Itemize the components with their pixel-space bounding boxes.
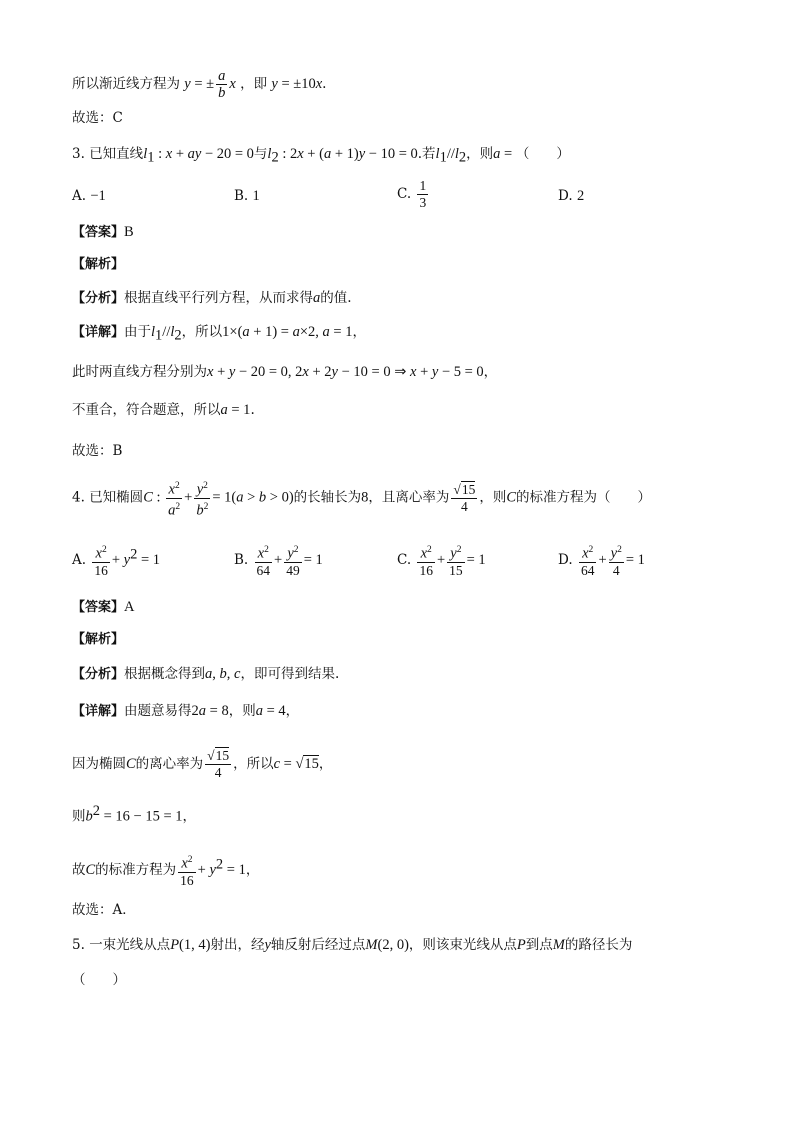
question-number: 5. — [72, 937, 85, 953]
text: ， — [245, 861, 260, 878]
analysis-3: 【分析】根据直线平行列方程，从而求得a的值. — [72, 290, 352, 306]
question-3: 3. 已知直线$l_1$ : x + ay − 20 = 0与$l_2$ : 2x + (a + 1)y − 10 = 0.若$l_1//l_2$，则a = （ ） — [72, 146, 570, 166]
text: ，即 — [240, 76, 268, 92]
denominator: 4 — [612, 562, 620, 578]
text: 则 — [72, 808, 86, 825]
q3-option-b — [234, 186, 260, 206]
tag: 【分析】 — [72, 667, 125, 682]
fraction: $\frac{x^2}{16}$ — [417, 542, 435, 579]
text: 到点 — [525, 937, 553, 953]
text: 的标准方程为 — [95, 861, 177, 878]
text: 根据概念得到 — [124, 666, 206, 682]
text: 与 — [253, 146, 268, 162]
option-key: B. — [234, 551, 249, 568]
text: 已知椭圆 — [89, 489, 144, 506]
text: 故 — [72, 861, 86, 878]
tag: 【详解】 — [72, 325, 125, 340]
answer-3 — [72, 222, 134, 243]
tag: 【分析】 — [72, 291, 125, 306]
question-number: 4. — [72, 489, 85, 506]
numerator: 1 — [419, 178, 427, 193]
fraction: $\frac{x^2}{64}$ — [579, 542, 597, 579]
answer-select-4: 故选：A． — [72, 902, 136, 918]
text: ，则 — [466, 146, 494, 162]
option-value: 2 — [576, 188, 585, 204]
text: 此时两直线方程分别为 — [72, 364, 207, 380]
denominator: 16 — [419, 562, 433, 578]
fraction: $\frac{y^2}{15}$ — [447, 542, 465, 579]
analysis-4: 【分析】根据概念得到a, b, c，即可得到结果. — [72, 666, 340, 682]
q3-option-c — [397, 178, 430, 211]
text: 由题意易得 — [124, 703, 192, 719]
text: 的标准方程为（ ） — [516, 489, 652, 506]
fraction: $\frac{y^2}{49}$ — [284, 542, 302, 579]
analysis-3-heading: 【解析】 — [72, 257, 125, 272]
denominator: 64 — [580, 562, 595, 578]
equals: = 1 — [625, 551, 645, 568]
detail-4-line2: 因为椭圆C的离心率为 $\frac{√15}{4}$ ，所以c = √15， — [72, 748, 333, 780]
text: ， — [352, 324, 366, 340]
text: 根据直线平行列方程，从而求得 — [124, 290, 314, 306]
equals: = 1 — [303, 551, 323, 568]
text: ，则该束光线从点 — [408, 937, 517, 953]
option-key: A. — [72, 551, 87, 568]
text: 所以渐近线方程为 — [72, 76, 180, 92]
option-key: B. — [234, 188, 249, 204]
text: ，且离心率为 — [368, 489, 450, 506]
q4-option-c: C. $\frac{x^2}{16}$ + $\frac{y^2}{15}$ = 1 — [397, 542, 486, 579]
analysis-4-heading: 【解析】 — [72, 632, 125, 647]
text: ， — [483, 364, 498, 380]
detail-4-line4: 故C的标准方程为 $\frac{x^2}{16}$ + $y^2 = 1$， — [72, 852, 259, 889]
fraction: $\frac{√15}{4}$ — [453, 481, 476, 514]
option-key: A. — [72, 188, 87, 204]
option-key: D. — [558, 188, 573, 204]
answer-select-2: 故选：C — [72, 110, 123, 126]
fraction — [417, 178, 428, 211]
answer-value: B — [124, 224, 134, 240]
text: 已知直线 — [89, 146, 144, 162]
tag: 【答案】 — [72, 225, 125, 240]
answer-4 — [72, 597, 135, 618]
fraction: $\frac{y^2}{b^2}$ — [194, 478, 210, 518]
text: 的路径长为 — [564, 937, 633, 953]
equals: = 1 — [466, 551, 486, 568]
detail-4: 【详解】由题意易得2a = 8，则a = 4， — [72, 703, 300, 719]
text: ， — [182, 808, 197, 825]
option-value: −1 — [90, 188, 106, 204]
option-key: C. — [397, 186, 412, 202]
fraction: $\frac{x^2}{16}$ — [92, 542, 110, 579]
question-5-options-placeholder: （ ） — [72, 972, 126, 988]
text: ， — [285, 703, 300, 719]
fraction: $\frac{x^2}{16}$ — [178, 852, 196, 889]
text: ，则 — [228, 703, 256, 719]
question-4: 4. 已知椭圆C : $\frac{x^2}{a^2}$ + $\frac{y^2}{b^2}$ = 1(a > b > 0)的长轴长为8，且离心率为 $\frac{√15}{4}$ ，则C的标准方程为（ ） — [72, 478, 651, 518]
fraction: $\frac{a}{b}$ — [218, 68, 226, 101]
text: 一束光线从点 — [89, 937, 171, 953]
detail-3-line3: 不重合，符合题意，所以a = 1. — [72, 402, 255, 418]
fraction: $\frac{y^2}{4}$ — [609, 542, 624, 579]
question-5: 5. 一束光线从点P(1, 4)射出，经y轴反射后经过点M(2, 0)，则该束光线从点P到点M的路径长为 — [72, 937, 633, 953]
tag: 【详解】 — [72, 704, 125, 719]
text: 射出，经 — [210, 937, 265, 953]
text: （ ） — [515, 146, 570, 162]
detail-4-line3: 则$b^2 = 16 - 15 = 1$， — [72, 803, 197, 825]
text: 轴反射后经过点 — [270, 937, 366, 953]
q4-option-b: B. $\frac{x^2}{64}$ + $\frac{y^2}{49}$ = 1 — [234, 542, 323, 579]
tag: 【答案】 — [72, 600, 125, 615]
denominator: 3 — [419, 195, 427, 210]
detail-3: 【详解】由于$l_1//l_2$，所以1×(a + 1) = a×2, a = 1， — [72, 324, 366, 344]
answer-value: A — [124, 599, 135, 615]
q4-option-d: D. $\frac{x^2}{64}$ + $\frac{y^2}{4}$ = 1 — [558, 542, 645, 579]
q3-option-a — [72, 186, 106, 206]
text: .若 — [417, 146, 436, 162]
text: ，所以 — [233, 756, 274, 772]
text: . — [322, 76, 327, 92]
equals: = 1 — [140, 551, 161, 568]
denominator: 64 — [256, 562, 271, 578]
fraction: $\frac{√15}{4}$ — [207, 748, 230, 780]
fraction: $\frac{x^2}{a^2}$ — [166, 478, 182, 518]
fraction: $\frac{x^2}{64}$ — [255, 542, 273, 579]
text: . — [250, 402, 255, 418]
line-asymptote: 所以渐近线方程为 y = ± $\frac{a}{b}$ x ，即 y = ±10x. — [72, 68, 327, 101]
text: ，所以 — [181, 324, 223, 340]
denominator: 49 — [286, 562, 300, 578]
denominator: 16 — [94, 562, 108, 578]
text: 不重合，符合题意，所以 — [72, 402, 221, 418]
question-number: 3. — [72, 146, 85, 162]
text: 的值. — [320, 290, 352, 306]
option-value: 1 — [252, 188, 260, 204]
q4-option-a: A. $\frac{x^2}{16}$ + $y^2 = 1$ — [72, 542, 160, 579]
text: 的长轴长为 — [293, 489, 362, 506]
text: 的离心率为 — [135, 756, 204, 772]
formula: y — [184, 76, 191, 92]
number: 8 — [361, 489, 369, 506]
answer-select-3: 故选：B — [72, 443, 123, 459]
option-key: C. — [397, 551, 412, 568]
text: ， — [318, 756, 333, 772]
text: ，即可得到结果. — [240, 666, 340, 682]
option-key: D. — [558, 551, 573, 568]
detail-3-line2: 此时两直线方程分别为x + y − 20 = 0, 2x + 2y − 10 = 0 ⇒ x + y − 5 = 0， — [72, 364, 498, 380]
text: 因为椭圆 — [72, 756, 126, 772]
denominator: 15 — [449, 562, 463, 578]
text: 由于 — [124, 324, 152, 340]
q3-option-d — [558, 186, 584, 206]
text: ，则 — [479, 489, 507, 506]
